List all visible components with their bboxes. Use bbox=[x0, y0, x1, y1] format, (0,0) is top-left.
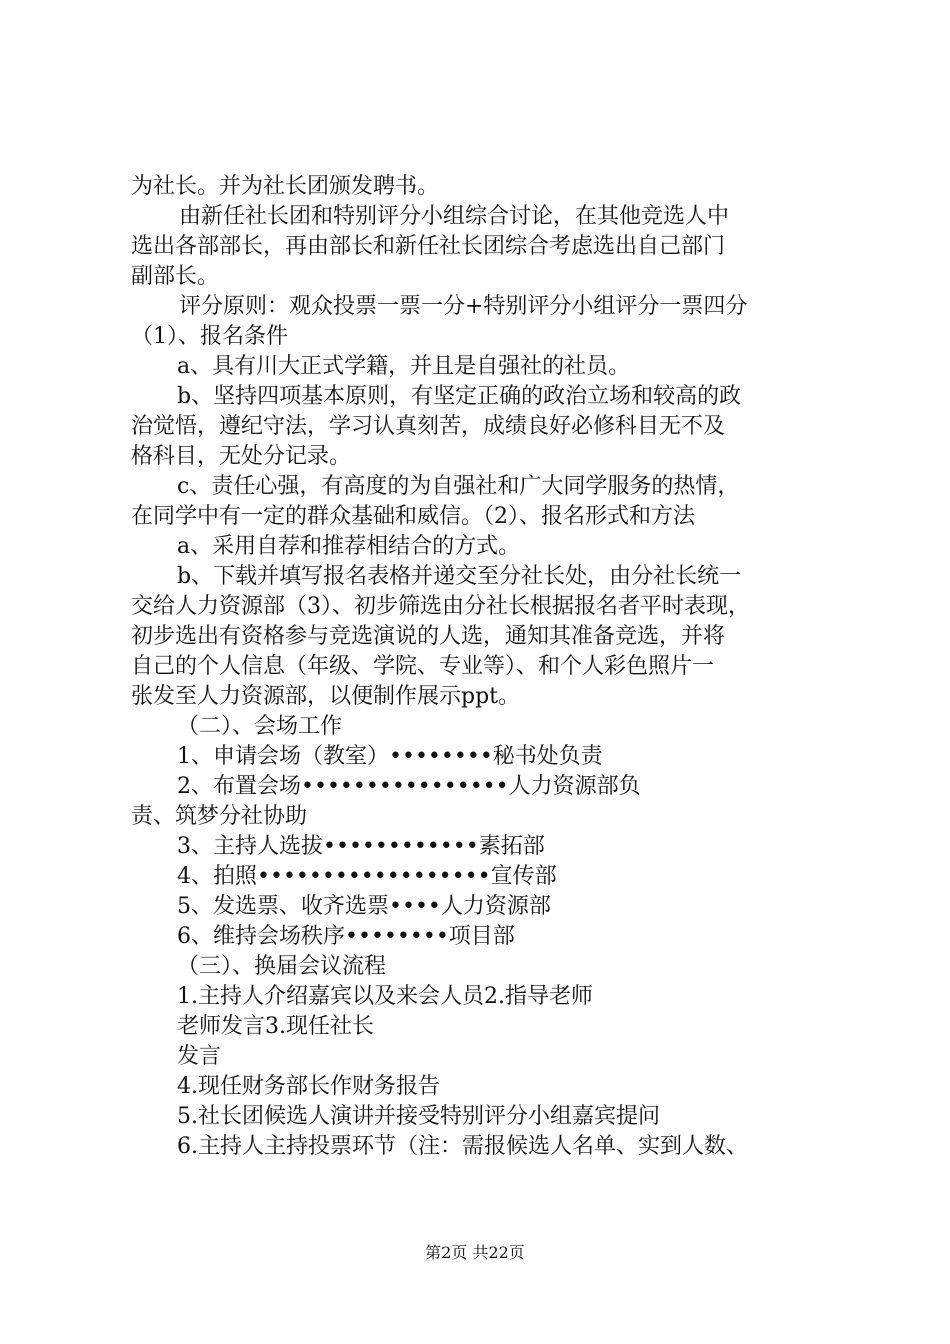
text-line: 副部长。 bbox=[131, 264, 220, 289]
list-item: 4、拍照••••••••••••••••••宣传部 bbox=[177, 864, 557, 889]
text-line: 由新任社长团和特别评分小组综合讨论，在其他竞选人中 bbox=[179, 204, 730, 229]
text-line: b、坚持四项基本原则，有坚定正确的政治立场和较高的政 bbox=[177, 384, 742, 409]
document-body bbox=[131, 172, 836, 1162]
text-line: a、采用自荐和推荐相结合的方式。 bbox=[177, 534, 521, 559]
text-line: 初步选出有资格参与竞选演说的人选，通知其准备竞选，并将 bbox=[131, 624, 726, 649]
text-line: 为社长。并为社长团颁发聘书。 bbox=[131, 174, 440, 199]
list-item: 1.主持人介绍嘉宾以及来会人员2.指导老师 bbox=[177, 984, 593, 1009]
section-heading: （二）、会场工作 bbox=[177, 714, 343, 739]
text-line: 评分原则：观众投票一票一分+特别评分小组评分一票四分 bbox=[179, 294, 748, 319]
text-line: c、责任心强，有高度的为自强社和广大同学服务的热情， bbox=[177, 474, 740, 499]
section-heading: （1）、报名条件 bbox=[131, 324, 288, 349]
text-line: 格科目，无处分记录。 bbox=[131, 444, 352, 469]
list-item: 3、主持人选拔••••••••••••素拓部 bbox=[177, 834, 545, 859]
text-line: 自己的个人信息（年级、学院、专业等）、和个人彩色照片一 bbox=[131, 654, 715, 679]
text-line: b、下载并填写报名表格并递交至分社长处，由分社长统一 bbox=[177, 564, 742, 589]
list-item: 6.主持人主持投票环节（注：需报候选人名单、实到人数、 bbox=[177, 1134, 748, 1159]
page-number-footer: 第2页 共22页 bbox=[425, 1243, 525, 1262]
text-line: 选出各部部长，再由部长和新任社长团综合考虑选出自己部门 bbox=[131, 234, 726, 259]
list-item: 2、布置会场••••••••••••••••人力资源部负 bbox=[177, 774, 641, 799]
text-line: 交给人力资源部（3）、初步筛选由分社长根据报名者平时表现， bbox=[131, 594, 750, 619]
list-item: 老师发言3.现任社长 bbox=[177, 1014, 374, 1039]
list-item: 发言 bbox=[177, 1044, 222, 1069]
list-item-continuation: 责、筑梦分社协助 bbox=[131, 804, 308, 829]
list-item: 4.现任财务部长作财务报告 bbox=[177, 1074, 440, 1099]
text-line: 治觉悟，遵纪守法，学习认真刻苦，成绩良好必修科目无不及 bbox=[131, 414, 726, 439]
section-heading: （三）、换届会议流程 bbox=[177, 954, 387, 979]
list-item: 5、发选票、收齐选票••••人力资源部 bbox=[177, 894, 551, 919]
text-line: 张发至人力资源部，以便制作展示ppt。 bbox=[131, 684, 521, 709]
text-line: 在同学中有一定的群众基础和威信。（2）、报名形式和方法 bbox=[131, 504, 695, 529]
list-item: 1、申请会场（教室）••••••••秘书处负责 bbox=[177, 744, 603, 769]
list-item: 6、维持会场秩序••••••••项目部 bbox=[177, 924, 515, 949]
list-item: 5.社长团候选人演讲并接受特别评分小组嘉宾提问 bbox=[177, 1104, 660, 1129]
text-line: a、具有川大正式学籍，并且是自强社的社员。 bbox=[177, 354, 631, 379]
